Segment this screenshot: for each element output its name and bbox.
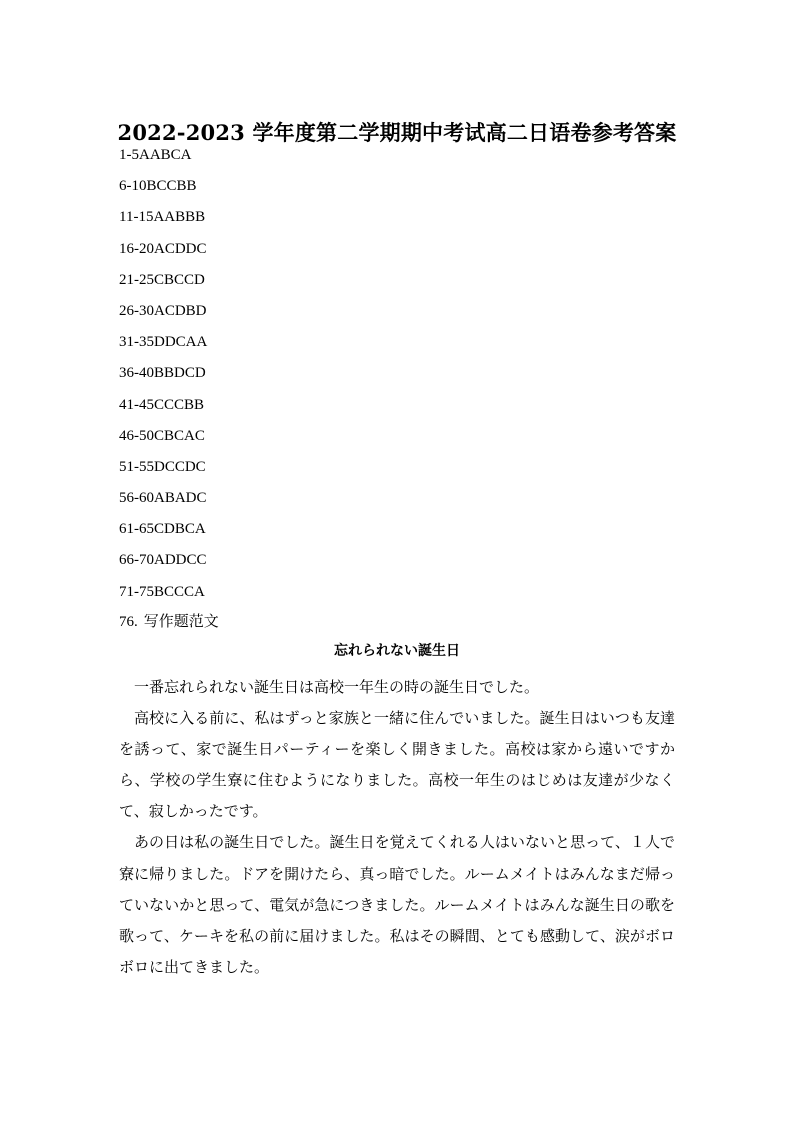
- answer-key-list: [119, 145, 207, 613]
- answer-line-56-60: 56-60ABADC: [119, 490, 207, 507]
- answer-line-41-45: 41-45CCCBB: [119, 396, 205, 413]
- essay-body: [119, 672, 675, 983]
- answer-line-6-10: 6-10BCCBB: [119, 178, 197, 195]
- answer-line-71-75: 71-75BCCCA: [119, 583, 205, 600]
- essay-title: 忘れられない誕生日: [334, 643, 460, 659]
- answer-line-11-15: 11-15AABBB: [119, 209, 206, 226]
- answer-line-66-70: 66-70ADDCC: [119, 552, 207, 569]
- answer-line-46-50: 46-50CBCAC: [119, 427, 205, 444]
- answer-line-16-20: 16-20ACDDC: [119, 240, 207, 257]
- page-title: 2022-2023 学年度第二学期期中考试高二日语卷参考答案: [117, 120, 677, 146]
- answer-line-26-30: 26-30ACDBD: [119, 302, 207, 319]
- essay-paragraph: あの日は私の誕生日でした。誕生日を覚えてくれる人はいないと思って、１人で寮に帰りました。ドアを開けたら、真っ暗でした。ルームメイトはみんなまだ帰っていないかと思って、電気が急につきました。ルームメイトはみんな誕生日の歌を歌って、ケーキを私の前に届けました。私はその瞬間、とても感動して、涙がボロボロに出てきました。: [119, 833, 675, 976]
- writing-question-heading: [119, 611, 219, 632]
- answer-line-1-5: 1-5AABCA: [119, 147, 192, 163]
- answer-line-61-65: 61-65CDBCA: [119, 521, 206, 538]
- essay-paragraph: 一番忘れられない誕生日は高校一年生の時の誕生日でした。: [134, 678, 540, 696]
- answer-line-21-25: 21-25CBCCD: [119, 271, 205, 288]
- writing-question-number: 76.: [119, 614, 138, 630]
- answer-line-36-40: 36-40BBDCD: [119, 365, 206, 382]
- essay-paragraph: 高校に入る前に、私はずっと家族と一緒に住んでいました。誕生日はいつも友達を誘って、家で誕生日パーティーを楽しく開きました。高校は家から遠いですから、学校の学生寮に住むようになりました。高校一年生のはじめは友達が少なくて、寂しかったです。: [119, 709, 675, 821]
- writing-question-label: 写作题范文: [143, 612, 219, 630]
- answer-line-31-35: 31-35DDCAA: [119, 334, 208, 351]
- answer-line-51-55: 51-55DCCDC: [119, 458, 206, 475]
